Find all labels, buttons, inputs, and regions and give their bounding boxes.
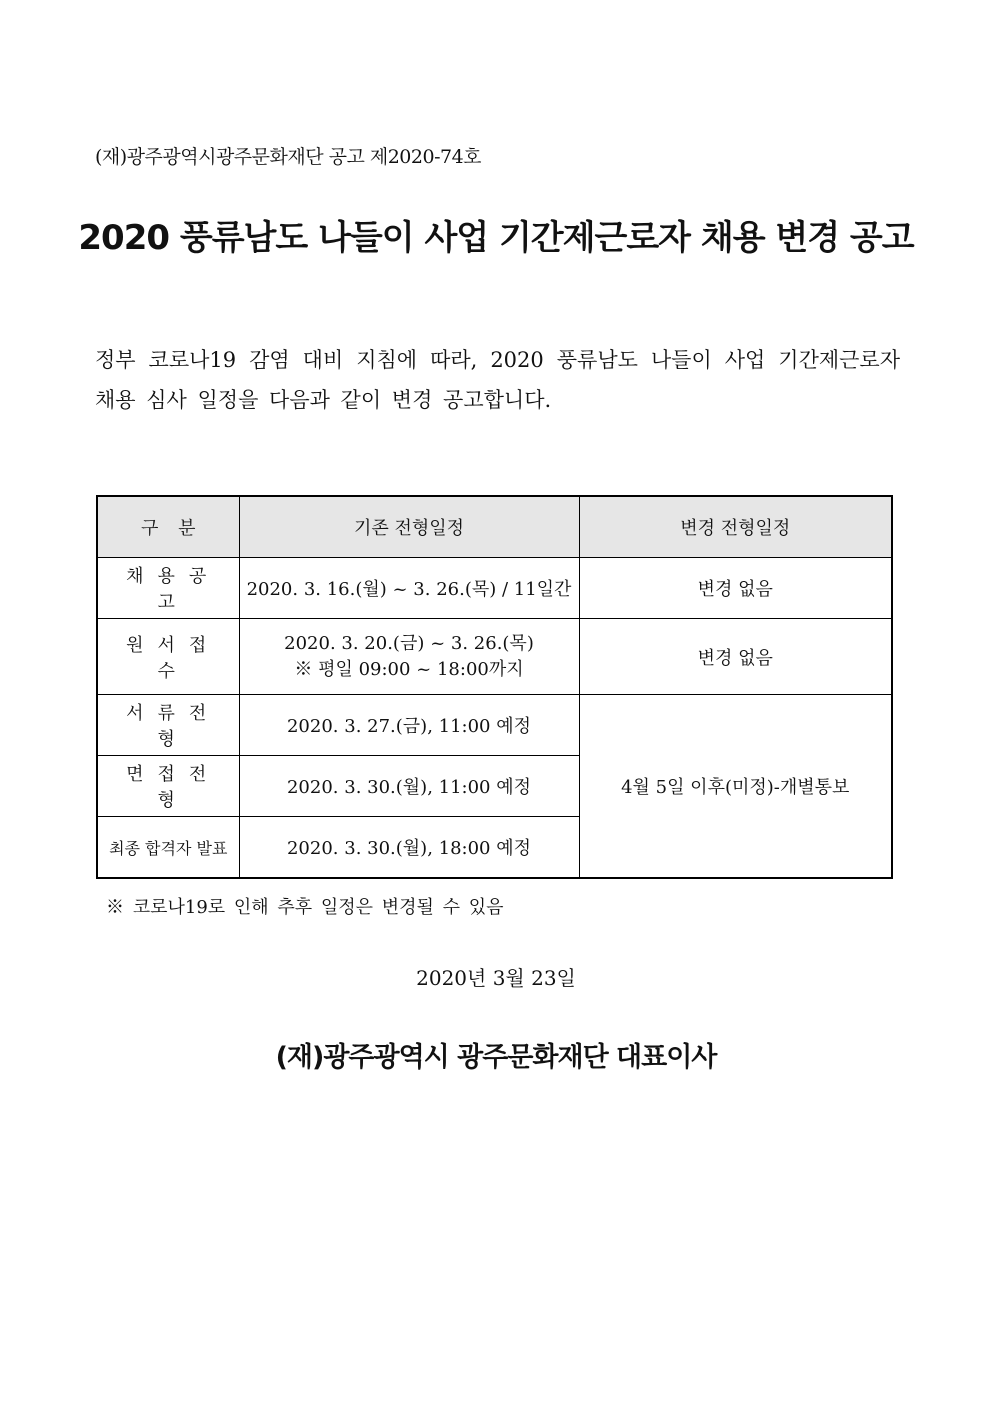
row-category: 원서접수 [97, 619, 239, 695]
row-original: 2020. 3. 16.(월) ~ 3. 26.(목) / 11일간 [239, 558, 579, 619]
row-original-line1: 2020. 3. 20.(금) ~ 3. 26.(목) [284, 632, 534, 654]
header-category: 구 분 [97, 496, 239, 558]
header-original-schedule: 기존 전형일정 [239, 496, 579, 558]
table-row [97, 619, 892, 695]
page-title: 2020 풍류남도 나들이 사업 기간제근로자 채용 변경 공고 [78, 218, 914, 258]
row-original-line2: ※ 평일 09:00 ~ 18:00까지 [294, 658, 524, 680]
header-changed-schedule: 변경 전형일정 [579, 496, 892, 558]
schedule-table [96, 495, 893, 879]
table-header-row [97, 496, 892, 558]
notice-number: (재)광주광역시광주문화재단 공고 제2020-74호 [95, 146, 482, 168]
table-row [97, 558, 892, 619]
row-changed: 변경 없음 [579, 619, 892, 695]
intro-paragraph: 정부 코로나19 감염 대비 지침에 따라, 2020 풍류남도 나들이 사업 기간제근로자 채용 심사 일정을 다음과 같이 변경 공고합니다. [95, 348, 900, 412]
row-category: 채용공고 [97, 558, 239, 619]
row-category: 최종 합격자 발표 [97, 817, 239, 879]
table-row [97, 695, 892, 756]
row-category: 서류전형 [97, 695, 239, 756]
announcement-date: 2020년 3월 23일 [416, 966, 576, 990]
row-changed: 변경 없음 [579, 558, 892, 619]
signature: (재)광주광역시 광주문화재단 대표이사 [275, 1042, 717, 1073]
footnote: ※ 코로나19로 인해 추후 일정은 변경될 수 있음 [106, 897, 504, 918]
row-original [239, 619, 579, 695]
row-original: 2020. 3. 27.(금), 11:00 예정 [239, 695, 579, 756]
row-original: 2020. 3. 30.(월), 11:00 예정 [239, 756, 579, 817]
row-category: 면접전형 [97, 756, 239, 817]
row-original: 2020. 3. 30.(월), 18:00 예정 [239, 817, 579, 879]
merged-changed-schedule: 4월 5일 이후(미정)-개별통보 [579, 695, 892, 879]
